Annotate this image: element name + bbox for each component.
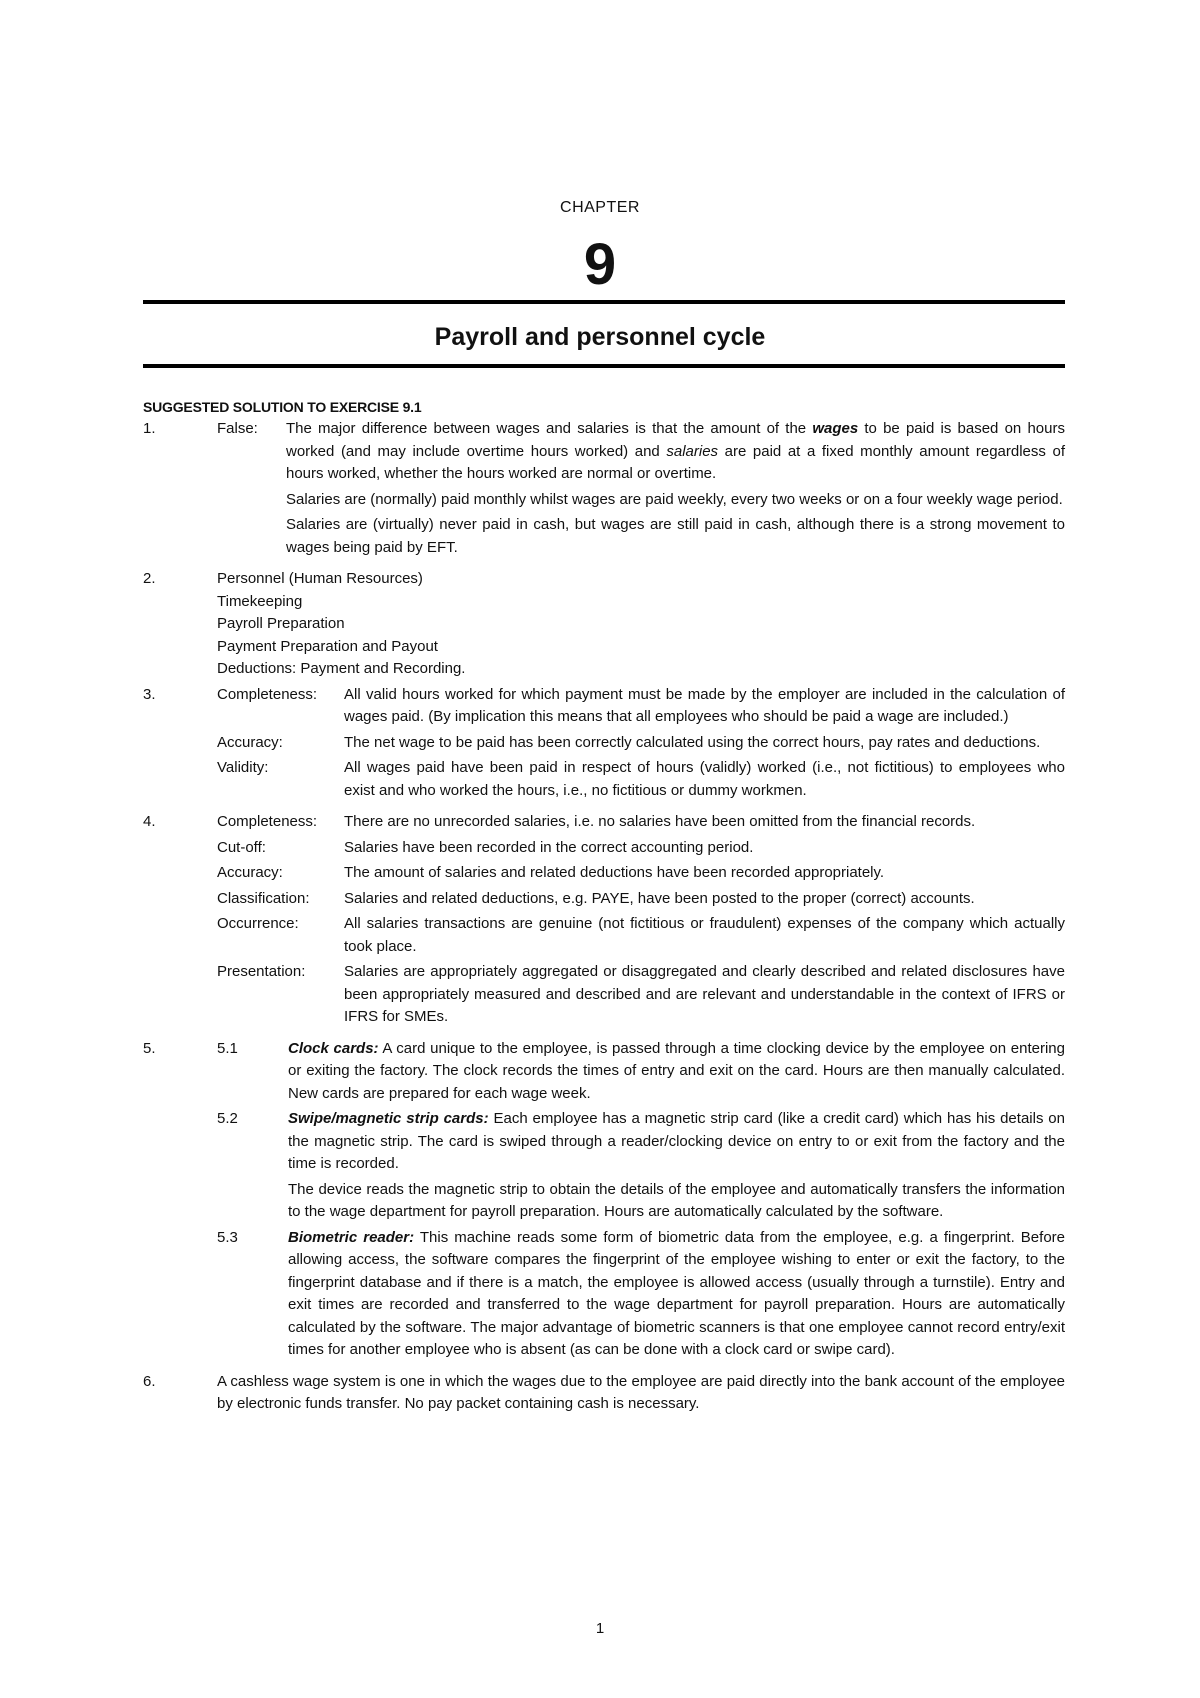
answer-number: 1. xyxy=(143,420,156,437)
text-segment: A card unique to the employee, is passed through a time clocking device by the employee on entering or exiting the factory. The clock records the times of entry and exit on the card. Hours are then manually calculated. New cards are prepared for each wage week. xyxy=(288,1039,1065,1102)
title-rule-top xyxy=(143,300,1065,304)
assertion-text: The net wage to be paid has been correctly calculated using the correct hours, pay rates and deductions. xyxy=(344,733,1041,751)
assertion-row xyxy=(217,961,1065,1029)
assertion-label: Accuracy: xyxy=(217,864,283,881)
answer-number: 2. xyxy=(143,570,156,587)
answer-body: A cashless wage system is one in which the wages due to the employee are paid directly into the bank account of the employee by electronic funds transfer. No pay packet containing cash is necessary. xyxy=(217,1372,1065,1412)
assertion-label: Completeness: xyxy=(217,813,318,830)
sub-answer-5-2 xyxy=(217,1108,1065,1224)
assertion-label: Validity: xyxy=(217,759,269,776)
assertion-text: All salaries transactions are genuine (not fictitious or fraudulent) expenses of the company which actually took place. xyxy=(344,915,1065,955)
answer-body xyxy=(217,418,1065,559)
assertion-label: Occurrence: xyxy=(217,915,299,932)
answer-number: 6. xyxy=(143,1372,156,1390)
assertion-row xyxy=(217,811,1065,834)
sub-answer-term: Biometric reader: xyxy=(288,1228,415,1246)
answer-6 xyxy=(143,1371,1065,1416)
assertion-row xyxy=(217,757,1065,802)
answer-number: 4. xyxy=(143,813,156,830)
sub-answer-number: 5.2 xyxy=(217,1110,238,1127)
answer-body xyxy=(217,568,1065,681)
sub-answer-text xyxy=(288,1038,1065,1106)
wages-term: wages xyxy=(812,420,859,437)
salaries-term: salaries xyxy=(666,442,719,460)
text-segment: to be paid is based on hours worked (and may include overtime hours worked) and xyxy=(286,420,1065,460)
assertion-text: All valid hours worked for which payment must be made by the employer are included in the calculation of wages paid. (By implication this means that all employees who should be paid a wage are included.) xyxy=(344,685,1065,725)
assertion-label: Accuracy: xyxy=(217,733,283,751)
chapter-number: 9 xyxy=(583,232,617,297)
answer-body xyxy=(217,684,1065,803)
assertion-label: Presentation: xyxy=(217,963,306,980)
assertion-row xyxy=(217,862,1065,885)
sub-answer-text xyxy=(288,1227,1065,1362)
list-item: Payroll Preparation xyxy=(217,615,345,632)
answer-number: 5. xyxy=(143,1039,156,1057)
assertion-row xyxy=(217,837,1065,860)
answer-body xyxy=(217,1038,1065,1362)
assertion-text: Salaries are appropriately aggregated or disaggregated and clearly described and related disclosures have been appropriately measured and described and are relevant and understandable in the context of IFRS or IFRS for SMEs. xyxy=(344,963,1065,1025)
answer-3 xyxy=(143,684,1065,803)
assertion-label: Cut-off: xyxy=(217,838,266,856)
answer-body xyxy=(217,811,1065,1029)
chapter-title: Payroll and personnel cycle xyxy=(434,323,766,351)
answer-1-para-2: Salaries are (normally) paid monthly whilst wages are paid weekly, every two weeks or on a four weekly wage period. xyxy=(286,490,1063,508)
solution-content xyxy=(143,396,1065,1416)
sub-answer-5-3 xyxy=(217,1227,1065,1362)
sub-answer-number: 5.1 xyxy=(217,1039,238,1057)
assertion-row xyxy=(217,888,1065,911)
sub-answer-number: 5.3 xyxy=(217,1228,238,1246)
assertion-row xyxy=(217,732,1065,755)
sub-answer-para-2: The device reads the magnetic strip to obtain the details of the employee and automatically transfers the information to the wage department for payroll preparation. Hours are automatically calculated by the software. xyxy=(288,1180,1065,1220)
answer-5 xyxy=(143,1038,1065,1362)
assertion-label: Classification: xyxy=(217,889,310,907)
answer-number: 3. xyxy=(143,685,156,703)
answer-1 xyxy=(143,418,1065,559)
text-segment: This machine reads some form of biometric data from the employee, e.g. a fingerprint. Before allowing access, the software compares the fingerprint of the employee wishing to enter or exit the factory, to the fingerprint database and if there is a match, the employee is allowed access (usually through a turnstile). Entry and exit times are recorded and transferred to the wage department for payroll preparation. Hours are automatically calculated by the software. The major advantage of biometric scanners is that one employee cannot record entry/exit times for another employee who is absent (as can be done with a clock card or swipe card). xyxy=(288,1228,1065,1358)
answer-1-para-3: Salaries are (virtually) never paid in cash, but wages are still paid in cash, although there is a strong movement to wages being paid by EFT. xyxy=(286,516,1065,556)
solution-heading: SUGGESTED SOLUTION TO EXERCISE 9.1 xyxy=(143,399,422,415)
list-item: Timekeeping xyxy=(217,592,303,610)
list-item: Personnel (Human Resources) xyxy=(217,570,423,587)
assertion-label: Completeness: xyxy=(217,685,318,703)
assertion-text: There are no unrecorded salaries, i.e. no salaries have been omitted from the financial records. xyxy=(344,813,976,830)
list-item: Deductions: Payment and Recording. xyxy=(217,660,466,677)
answer-1-label: False: xyxy=(217,420,258,437)
title-rule-bottom xyxy=(143,364,1065,368)
assertion-text: Salaries have been recorded in the correct accounting period. xyxy=(344,838,754,856)
assertion-row xyxy=(217,913,1065,958)
text-segment: are paid at a fixed monthly amount regardless of hours worked, whether the hours worked are normal or overtime. xyxy=(286,442,1065,482)
assertion-text: Salaries and related deductions, e.g. PAYE, have been posted to the proper (correct) accounts. xyxy=(344,889,975,907)
answer-1-para-1 xyxy=(286,418,1065,486)
sub-answer-term: Clock cards: xyxy=(288,1039,379,1057)
page-number: 1 xyxy=(595,1620,605,1637)
list-item: Payment Preparation and Payout xyxy=(217,637,438,655)
assertion-row xyxy=(217,684,1065,729)
assertion-text: All wages paid have been paid in respect of hours (validly) worked (i.e., not fictitious) to employees who exist and who worked the hours, i.e., no fictitious or dummy workmen. xyxy=(344,759,1065,799)
assertion-text: The amount of salaries and related deductions have been recorded appropriately. xyxy=(344,864,885,881)
text-segment: Each employee has a magnetic strip card (like a credit card) which has his details on the magnetic strip. The card is swiped through a reader/clocking device on entry to or exit from the factory and the time is recorded. xyxy=(288,1110,1065,1172)
sub-answer-5-1 xyxy=(217,1038,1065,1106)
sub-answer-text xyxy=(288,1108,1065,1224)
text-segment: The major difference between wages and salaries is that the amount of the xyxy=(286,420,813,437)
answer-4 xyxy=(143,811,1065,1029)
answer-2 xyxy=(143,568,1065,681)
sub-answer-term: Swipe/magnetic strip cards: xyxy=(288,1110,489,1127)
chapter-label: CHAPTER xyxy=(560,199,640,216)
